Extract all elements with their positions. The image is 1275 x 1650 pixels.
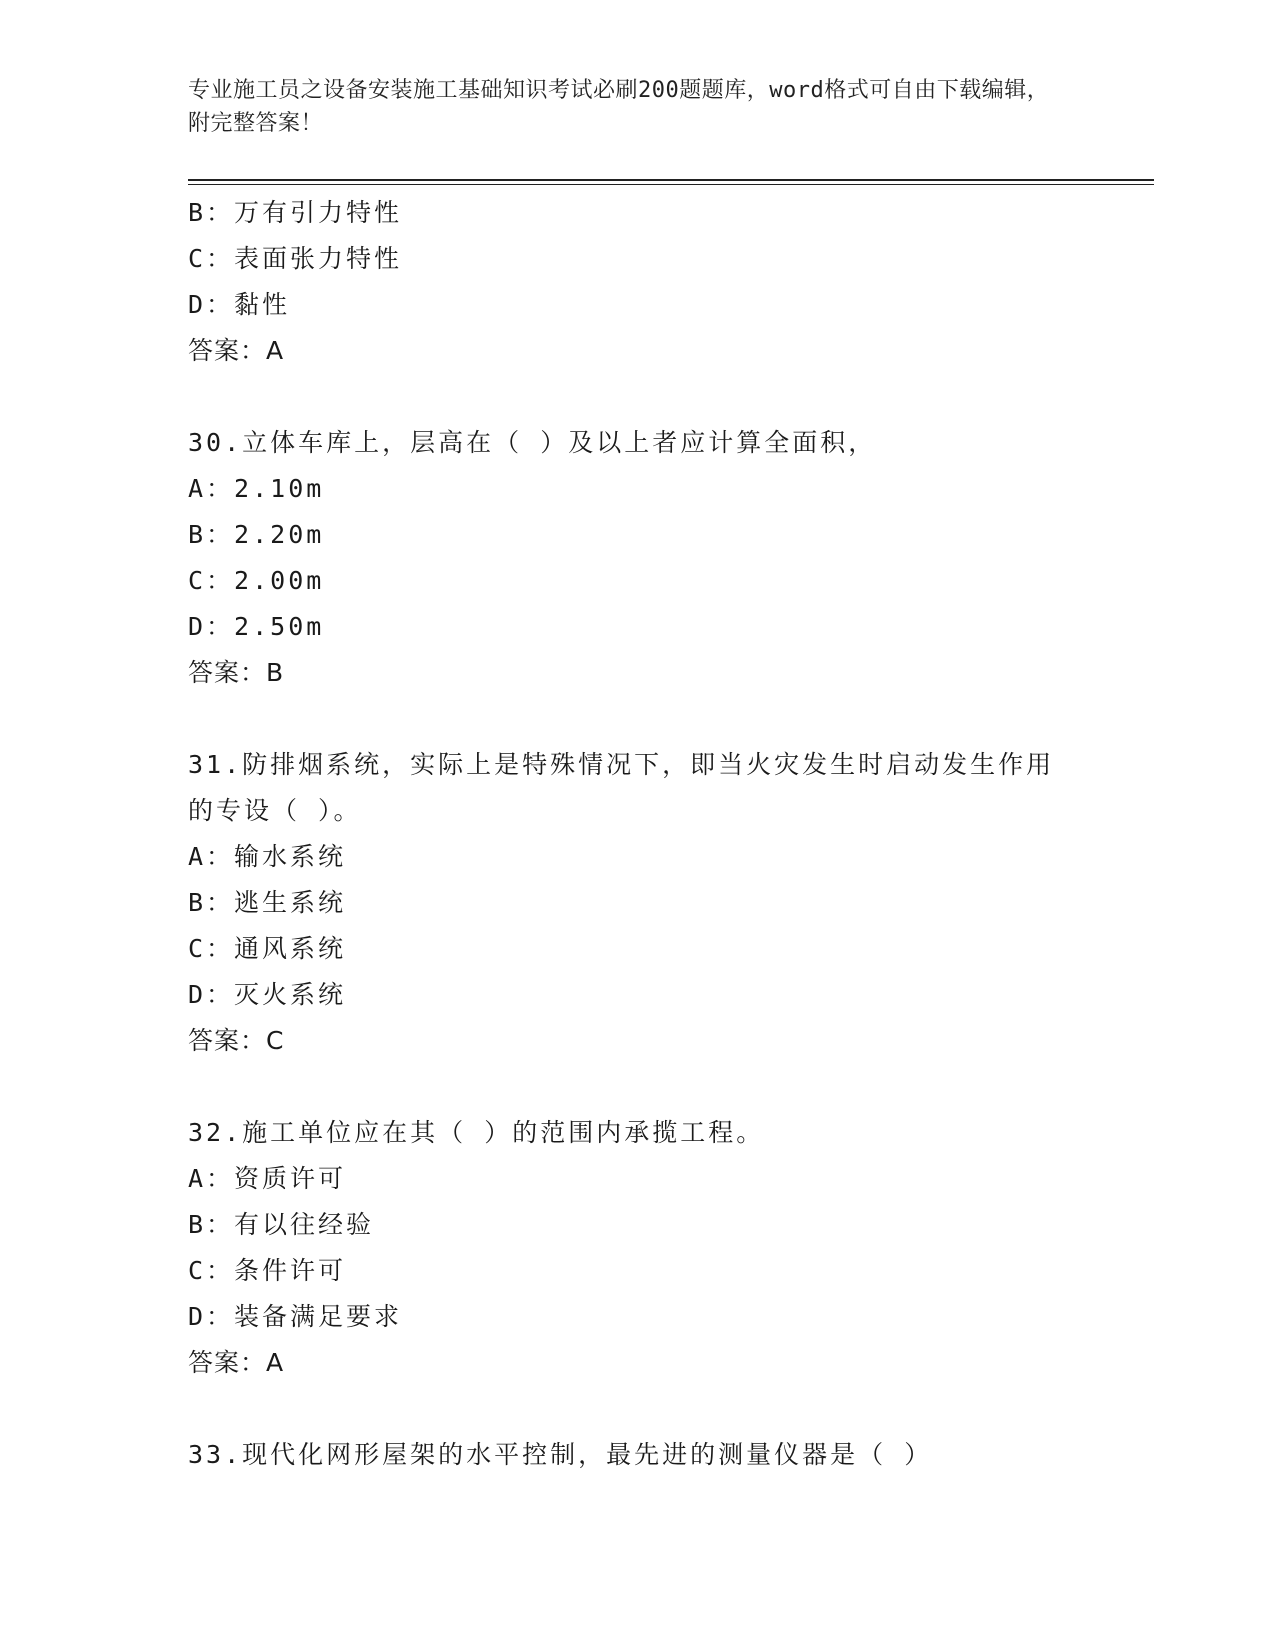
header-rule-thin bbox=[188, 184, 1154, 185]
option-c: C：2.00m bbox=[188, 566, 325, 595]
option-d: D：黏性 bbox=[188, 290, 291, 319]
option-c: C：通风系统 bbox=[188, 934, 347, 963]
option-b: B：有以往经验 bbox=[188, 1210, 375, 1239]
option-b: B：逃生系统 bbox=[188, 888, 347, 917]
answer-line: 答案：A bbox=[188, 1348, 285, 1377]
question-text: 33.现代化网形屋架的水平控制，最先进的测量仪器是（ ） bbox=[188, 1440, 933, 1469]
option-c: C：条件许可 bbox=[188, 1256, 347, 1285]
option-b: B：万有引力特性 bbox=[188, 198, 403, 227]
question-31 bbox=[188, 742, 1088, 1064]
option-d: D：灭火系统 bbox=[188, 980, 347, 1009]
option-a: A：资质许可 bbox=[188, 1164, 347, 1193]
question-29-continued bbox=[188, 190, 1088, 374]
answer-line: 答案：B bbox=[188, 658, 285, 687]
option-b: B：2.20m bbox=[188, 520, 325, 549]
question-30 bbox=[188, 420, 1088, 696]
option-c: C：表面张力特性 bbox=[188, 244, 403, 273]
question-33 bbox=[188, 1432, 1088, 1478]
option-d: D：装备满足要求 bbox=[188, 1302, 403, 1331]
question-text: 32.施工单位应在其（ ）的范围内承揽工程。 bbox=[188, 1118, 765, 1147]
question-list bbox=[188, 190, 1088, 1478]
question-32 bbox=[188, 1110, 1088, 1386]
answer-line: 答案：A bbox=[188, 336, 285, 365]
question-text: 30.立体车库上，层高在（ ）及以上者应计算全面积， bbox=[188, 428, 877, 457]
document-header: 专业施工员之设备安装施工基础知识考试必刷200题题库，word格式可自由下载编辑，附完整答案！ bbox=[188, 78, 1050, 136]
header-rule-thick bbox=[188, 179, 1154, 181]
option-d: D：2.50m bbox=[188, 612, 325, 641]
question-text: 31.防排烟系统，实际上是特殊情况下，即当火灾发生时启动发生作用的专设（ ）。 bbox=[188, 750, 1055, 825]
option-a: A：2.10m bbox=[188, 474, 325, 503]
option-a: A：输水系统 bbox=[188, 842, 347, 871]
answer-line: 答案：C bbox=[188, 1026, 285, 1055]
